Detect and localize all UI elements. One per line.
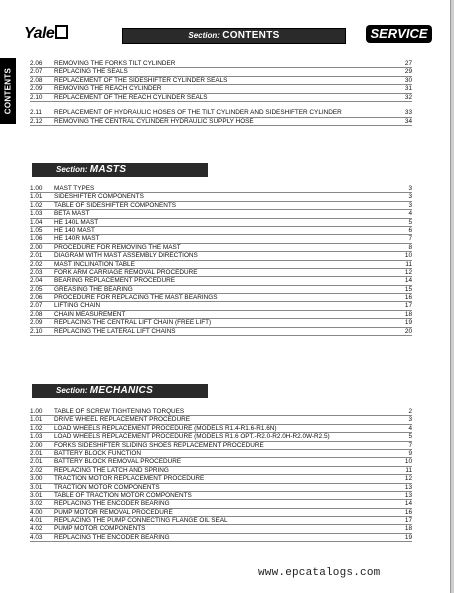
toc-title: REPLACING THE SEALS: [54, 68, 128, 76]
toc-number: 2.11: [30, 109, 42, 117]
logo-mark-icon: [55, 25, 68, 39]
toc-row[interactable]: [30, 252, 412, 260]
toc-page-number: 8: [408, 243, 412, 251]
mechanics-toc-list: [30, 408, 412, 542]
masts-section-name: MASTS: [89, 164, 127, 175]
toc-number: 2.02: [30, 466, 43, 474]
toc-row[interactable]: [30, 269, 412, 277]
toc-page-number: 3: [408, 416, 412, 424]
toc-page-number: 10: [404, 252, 412, 260]
toc-number: 1.01: [30, 193, 43, 201]
service-badge: SERVICE: [366, 25, 432, 43]
toc-number: 2.12: [30, 117, 43, 125]
toc-number: 2.05: [30, 285, 43, 293]
toc-title: CHAIN MEASUREMENT: [54, 310, 126, 318]
toc-page-number: 10: [404, 458, 412, 466]
toc-row[interactable]: [30, 311, 412, 319]
toc-row[interactable]: [30, 525, 412, 533]
toc-title: PROCEDURE FOR REMOVING THE MAST: [54, 243, 181, 251]
masts-section-title: [32, 163, 208, 177]
toc-row[interactable]: [30, 235, 412, 243]
toc-row[interactable]: [30, 286, 412, 294]
toc-row[interactable]: [30, 277, 412, 285]
toc-number: 2.06: [30, 59, 43, 67]
toc-page-number: 27: [404, 59, 412, 67]
toc-number: 4.01: [30, 517, 43, 525]
toc-number: 3.02: [30, 500, 43, 508]
toc-title: PUMP MOTOR COMPONENTS: [54, 525, 146, 533]
toc-page-number: 14: [404, 277, 412, 285]
toc-page-number: 20: [404, 327, 412, 335]
toc-page-number: 6: [408, 226, 412, 234]
toc-page-number: 4: [408, 424, 412, 432]
toc-title: HE 140 MAST: [54, 226, 95, 234]
toc-title: LOAD WHEELS REPLACEMENT PROCEDURE (MODELS R1.4-R1.6-R1.6N): [54, 424, 277, 432]
toc-page-number: 30: [404, 76, 412, 84]
brand-logo: Yale: [24, 25, 68, 43]
toc-page-number: 2: [408, 407, 412, 415]
toc-number: 2.10: [30, 327, 43, 335]
toc-title: FORK ARM CARRIAGE REMOVAL PROCEDURE: [54, 268, 198, 276]
toc-title: TRACTION MOTOR COMPONENTS: [54, 483, 160, 491]
toc-title: REPLACING THE ENCODER BEARING: [54, 500, 170, 508]
toc-title: MAST INCLINATION TABLE: [54, 260, 135, 268]
toc-page-number: 32: [404, 93, 412, 101]
toc-title: BETA MAST: [54, 210, 90, 218]
toc-title: REMOVING THE FORKS TILT CYLINDER: [54, 59, 176, 67]
toc-row[interactable]: [30, 185, 412, 193]
toc-page-number: 34: [404, 117, 412, 125]
toc-row[interactable]: [30, 328, 412, 336]
contents-side-tab: [0, 58, 16, 124]
toc-title: LIFTING CHAIN: [54, 302, 101, 310]
toc-number: 2.01: [30, 458, 43, 466]
toc-page-number: 12: [404, 475, 412, 483]
toc-page-number: 11: [405, 466, 412, 474]
toc-page-number: 15: [404, 285, 412, 293]
toc-row[interactable]: [30, 118, 412, 126]
toc-page-number: 4: [408, 210, 412, 218]
toc-page-number: 13: [404, 483, 412, 491]
toc-title: TABLE OF TRACTION MOTOR COMPONENTS: [54, 491, 192, 499]
toc-page-number: 9: [408, 449, 412, 457]
toc-title: HE 140L MAST: [54, 218, 99, 226]
toc-number: 1.01: [30, 416, 43, 424]
toc-number: 1.03: [30, 433, 43, 441]
toc-title: REMOVING THE CENTRAL CYLINDER HYDRAULIC SUPPLY HOSE: [54, 117, 254, 125]
mechanics-section-prefix: Section:: [56, 386, 88, 395]
toc-number: 1.05: [30, 226, 43, 234]
toc-number: 1.00: [30, 184, 43, 192]
toc-page-number: 17: [404, 302, 412, 310]
toc-page-number: 5: [408, 218, 412, 226]
toc-title: BATTERY BLOCK REMOVAL PROCEDURE: [54, 458, 182, 466]
toc-row[interactable]: [30, 319, 412, 327]
toc-row[interactable]: [30, 219, 412, 227]
toc-page-number: 19: [404, 319, 412, 327]
toc-title: LOAD WHEELS REPLACEMENT PROCEDURE (MODELS R1.6 OPT.-R2.0-R2.0H-R2.0W-R2.5): [54, 433, 330, 441]
toc-title: REPLACING THE LATERAL LIFT CHAINS: [54, 327, 176, 335]
toc-number: 2.01: [30, 449, 43, 457]
toc-title: REPLACING THE LATCH AND SPRING: [54, 466, 169, 474]
toc-title: FORKS SIDESHIFTER SLIDING SHOES REPLACEMENT PROCEDURE: [54, 441, 264, 449]
toc-number: 2.09: [30, 319, 43, 327]
toc-row[interactable]: [30, 500, 412, 508]
mechanics-section-name: MECHANICS: [89, 385, 154, 396]
toc-row[interactable]: [30, 450, 412, 458]
toc-row[interactable]: [30, 294, 412, 302]
watermark-text: www.epcatalogs.com: [258, 567, 381, 579]
toc-row[interactable]: [30, 302, 412, 310]
section-banner: [122, 28, 346, 44]
toc-number: 2.09: [30, 85, 43, 93]
toc-title: TABLE OF SCREW TIGHTENING TORQUES: [54, 407, 185, 415]
toc-page-number: 11: [405, 260, 412, 268]
toc-title: PROCEDURE FOR REPLACING THE MAST BEARINGS: [54, 294, 218, 302]
toc-title: REPLACEMENT OF THE SIDESHIFTER CYLINDER SEALS: [54, 76, 228, 84]
toc-number: 1.02: [30, 424, 43, 432]
toc-page-number: 18: [404, 310, 412, 318]
toc-row[interactable]: [30, 102, 412, 118]
toc-number: 2.10: [30, 93, 43, 101]
toc-title: REPLACING THE CENTRAL LIFT CHAIN (FREE LIFT): [54, 319, 212, 327]
banner-title: CONTENTS: [222, 30, 280, 41]
toc-row[interactable]: [30, 492, 412, 500]
toc-number: 1.02: [30, 201, 43, 209]
toc-title: DIAGRAM WITH MAST ASSEMBLY DIRECTIONS: [54, 252, 198, 260]
toc-title: PUMP MOTOR REMOVAL PROCEDURE: [54, 508, 173, 516]
side-tab-label: CONTENTS: [3, 67, 13, 115]
toc-row[interactable]: [30, 509, 412, 517]
toc-title: REPLACING THE PUMP CONNECTING FLANGE OIL SEAL: [54, 517, 228, 525]
toc-page-number: 18: [404, 525, 412, 533]
toc-row[interactable]: [30, 517, 412, 525]
toc-title: REPLACING THE ENCODER BEARING: [54, 533, 170, 541]
toc-number: 2.08: [30, 310, 43, 318]
toc-page-number: 7: [408, 235, 412, 243]
toc-page-number: 29: [404, 68, 412, 76]
mechanics-section-title: [32, 384, 208, 398]
toc-row[interactable]: [30, 416, 412, 424]
toc-number: 2.03: [30, 268, 43, 276]
toc-row[interactable]: [30, 442, 412, 450]
toc-page-number: 16: [404, 508, 412, 516]
toc-title: TRACTION MOTOR REPLACEMENT PROCEDURE: [54, 475, 205, 483]
toc-row[interactable]: [30, 534, 412, 542]
toc-page-number: 3: [408, 201, 412, 209]
toc-row[interactable]: [30, 210, 412, 218]
toc-number: 2.07: [30, 302, 43, 310]
toc-number: 2.00: [30, 243, 43, 251]
toc-number: 2.06: [30, 294, 43, 302]
toc-row[interactable]: [30, 484, 412, 492]
toc-page-number: 3: [408, 184, 412, 192]
toc-row[interactable]: [30, 425, 412, 433]
toc-number: 2.00: [30, 441, 43, 449]
toc-number: 1.00: [30, 407, 43, 415]
toc-page-number: 14: [404, 500, 412, 508]
toc-number: 1.03: [30, 210, 43, 218]
toc-number: 4.02: [30, 525, 43, 533]
toc-title: REPLACEMENT OF HYDRAULIC HOSES OF THE TILT CYLINDER AND SIDESHIFTER CYLINDER: [54, 109, 342, 117]
toc-number: 3.01: [30, 483, 43, 491]
banner-prefix: Section:: [188, 31, 220, 40]
toc-title: SIDESHIFTER COMPONENTS: [54, 193, 144, 201]
toc-row[interactable]: [30, 467, 412, 475]
toc-title: BEARING REPLACEMENT PROCEDURE: [54, 277, 175, 285]
toc-number: 1.06: [30, 235, 43, 243]
toc-number: 4.00: [30, 508, 43, 516]
toc-row[interactable]: [30, 85, 412, 93]
toc-page-number: 17: [404, 517, 412, 525]
toc-page-number: 16: [404, 294, 412, 302]
toc-page-number: 19: [404, 533, 412, 541]
toc-number: 1.04: [30, 218, 43, 226]
toc-row[interactable]: [30, 202, 412, 210]
toc-page-number: 12: [404, 268, 412, 276]
toc-row[interactable]: [30, 193, 412, 201]
toc-page-number: 31: [404, 85, 412, 93]
toc-title: GREASING THE BEARING: [54, 285, 133, 293]
toc-row[interactable]: [30, 77, 412, 85]
toc-number: 2.01: [30, 252, 43, 260]
toc-row[interactable]: [30, 408, 412, 416]
toc-page-number: 7: [408, 441, 412, 449]
toc-number: 2.07: [30, 68, 43, 76]
toc-number: 2.08: [30, 76, 43, 84]
toc-title: TABLE OF SIDESHIFTER COMPONENTS: [54, 201, 177, 209]
toc-page-number: 13: [404, 491, 412, 499]
toc-row[interactable]: [30, 68, 412, 76]
toc-row[interactable]: [30, 433, 412, 441]
toc-title: REMOVING THE REACH CYLINDER: [54, 85, 162, 93]
toc-title: HE 140R MAST: [54, 235, 100, 243]
toc-title: REPLACEMENT OF THE REACH CYLINDER SEALS: [54, 93, 208, 101]
toc-title: DRIVE WHEEL REPLACEMENT PROCEDURE: [54, 416, 191, 424]
toc-row[interactable]: [30, 94, 412, 102]
page-header: [24, 24, 432, 46]
toc-row[interactable]: [30, 227, 412, 235]
toc-number: 3.01: [30, 491, 43, 499]
toc-row[interactable]: [30, 475, 412, 483]
toc-title: BATTERY BLOCK FUNCTION: [54, 449, 141, 457]
toc-row[interactable]: [30, 60, 412, 68]
contents-toc-list: [30, 60, 412, 126]
toc-number: 3.00: [30, 475, 43, 483]
toc-row[interactable]: [30, 458, 412, 466]
masts-section-prefix: Section:: [56, 165, 88, 174]
toc-page-number: 33: [404, 109, 412, 117]
toc-number: 2.02: [30, 260, 43, 268]
toc-number: 4.03: [30, 533, 43, 541]
toc-title: MAST TYPES: [54, 184, 95, 192]
toc-row[interactable]: [30, 244, 412, 252]
toc-number: 2.04: [30, 277, 43, 285]
masts-toc-list: [30, 185, 412, 336]
toc-page-number: 5: [408, 433, 412, 441]
toc-row[interactable]: [30, 261, 412, 269]
toc-page-number: 3: [408, 193, 412, 201]
